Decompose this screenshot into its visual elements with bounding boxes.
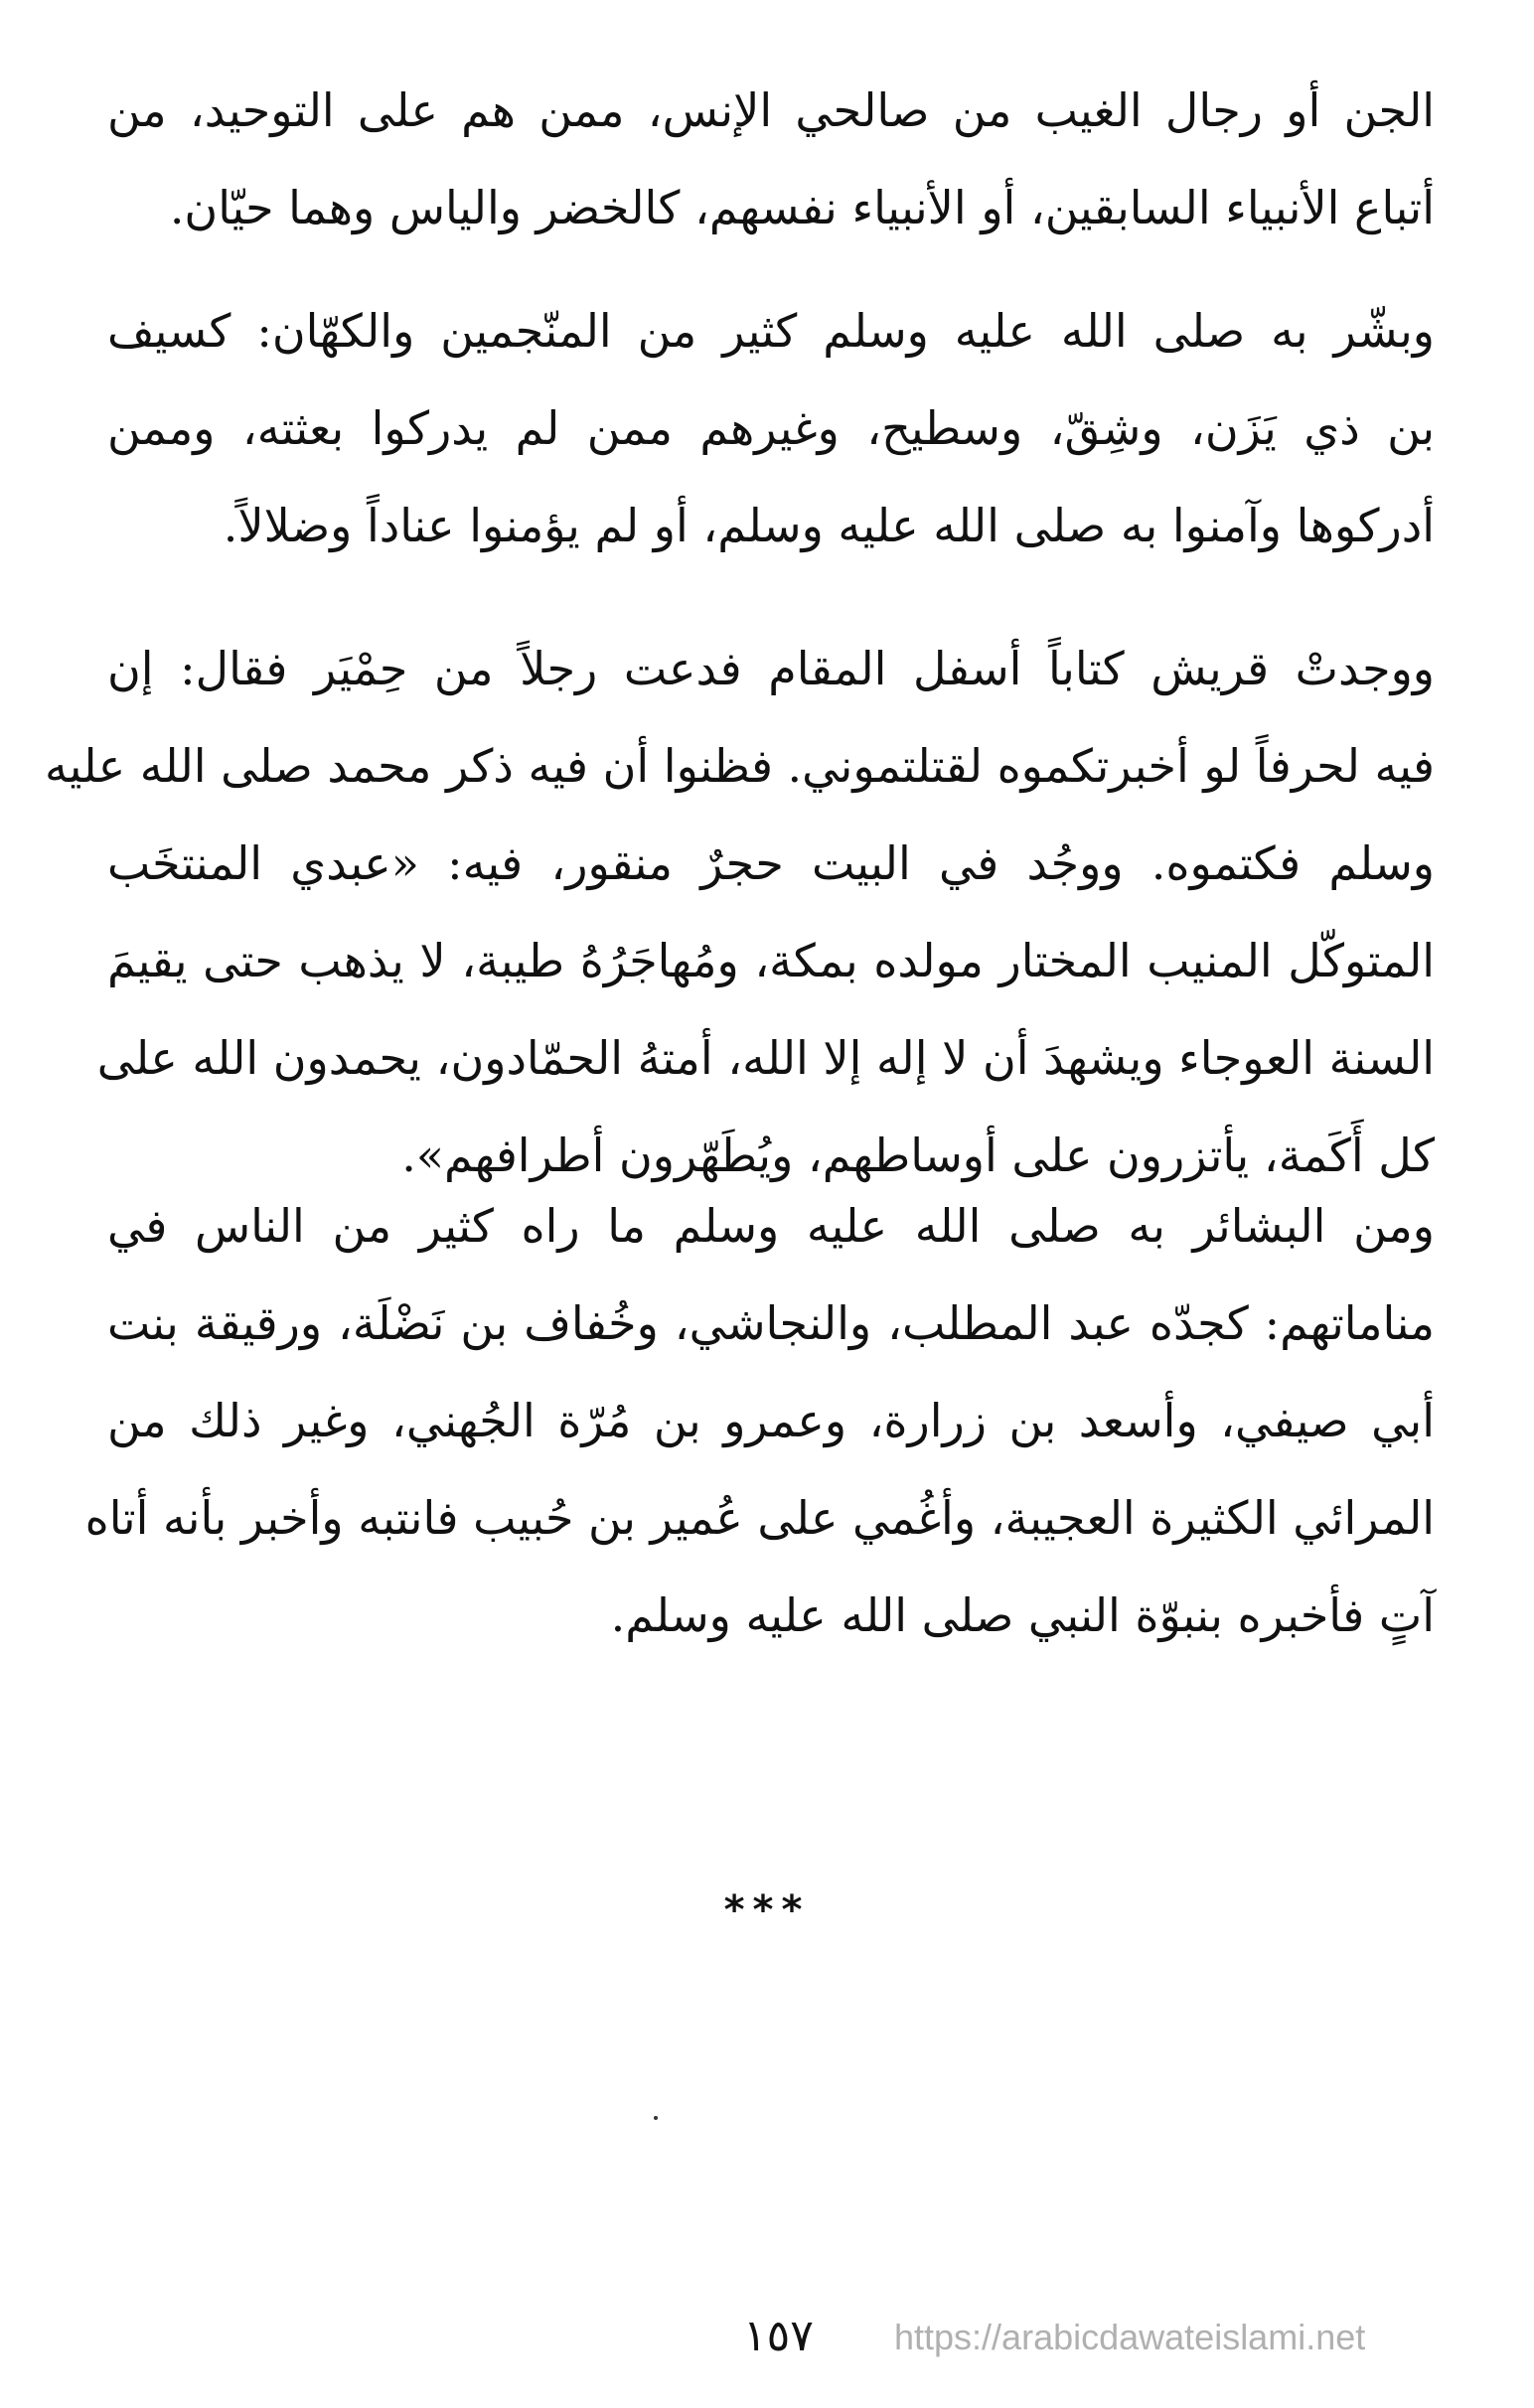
- text-line: الجن أو رجال الغيب من صالحي الإنس، ممن هم على التوحيد، من: [107, 83, 1435, 137]
- text-line: وبشّر به صلى الله عليه وسلم كثير من المنّجمين والكهّان: كسيف: [107, 304, 1435, 358]
- text-line: المرائي الكثيرة العجيبة، وأغُمي على عُمير بن حُبيب فانتبه وأخبر بأنه أتاه: [84, 1491, 1435, 1545]
- paragraph-2: [107, 282, 1435, 574]
- text-line: آتٍ فأخبره بنبوّة النبي صلى الله عليه وسلم.: [610, 1588, 1435, 1642]
- text-line: المتوكّل المنيب المختار مولده بمكة، ومُهاجَرُهُ طيبة، لا يذهب حتى يقيمَ: [107, 934, 1435, 987]
- text-line: أدركوها وآمنوا به صلى الله عليه وسلم، أو لم يؤمنوا عناداً وضلالاً.: [223, 499, 1435, 552]
- scan-speck: [654, 2116, 658, 2120]
- paragraph-4: [84, 1177, 1435, 1664]
- text-line: وسلم فكتموه. ووجُد في البيت حجرٌ منقور، فيه: «عبدي المنتخَب: [107, 836, 1435, 890]
- page-footer: [0, 2307, 1534, 2366]
- paragraph-3: [44, 620, 1435, 1204]
- text-line: فيه لحرفاً لو أخبرتكموه لقتلتموني. فظنوا أن فيه ذكر محمد صلى الله عليه: [44, 739, 1435, 793]
- page-number: ١٥٧: [743, 2311, 814, 2361]
- text-line: ووجدتْ قريش كتاباً أسفل المقام فدعت رجلاً من حِمْيَر فقال: إن: [107, 642, 1435, 695]
- text-line: كل أَكَمة، يأتزرون على أوساطهم، ويُطَهّرون أطرافهم».: [401, 1129, 1435, 1182]
- text-line: ومن البشائر به صلى الله عليه وسلم ما راه كثير من الناس في: [107, 1199, 1435, 1253]
- text-line: مناماتهم: كجدّه عبد المطلب، والنجاشي، وخُفاف بن نَضْلَة، ورقيقة بنت: [107, 1296, 1435, 1350]
- text-line: السنة العوجاء ويشهدَ أن لا إله إلا الله، أمتهُ الحمّادون، يحمدون الله على: [96, 1031, 1435, 1085]
- text-line: أتباع الأنبياء السابقين، أو الأنبياء نفسهم، كالخضر والياس وهما حيّان.: [169, 181, 1435, 234]
- section-separator: ***: [723, 1887, 811, 1933]
- text-line: بن ذي يَزَن، وشِقّ، وسطيح، وغيرهم ممن لم يدركوا بعثته، وممن: [107, 401, 1435, 455]
- text-line: أبي صيفي، وأسعد بن زرارة، وعمرو بن مُرّة الجُهني، وغير ذلك من: [107, 1394, 1435, 1447]
- paragraph-1: [107, 62, 1435, 256]
- watermark-url: https://arabicdawateislami.net: [894, 2317, 1366, 2357]
